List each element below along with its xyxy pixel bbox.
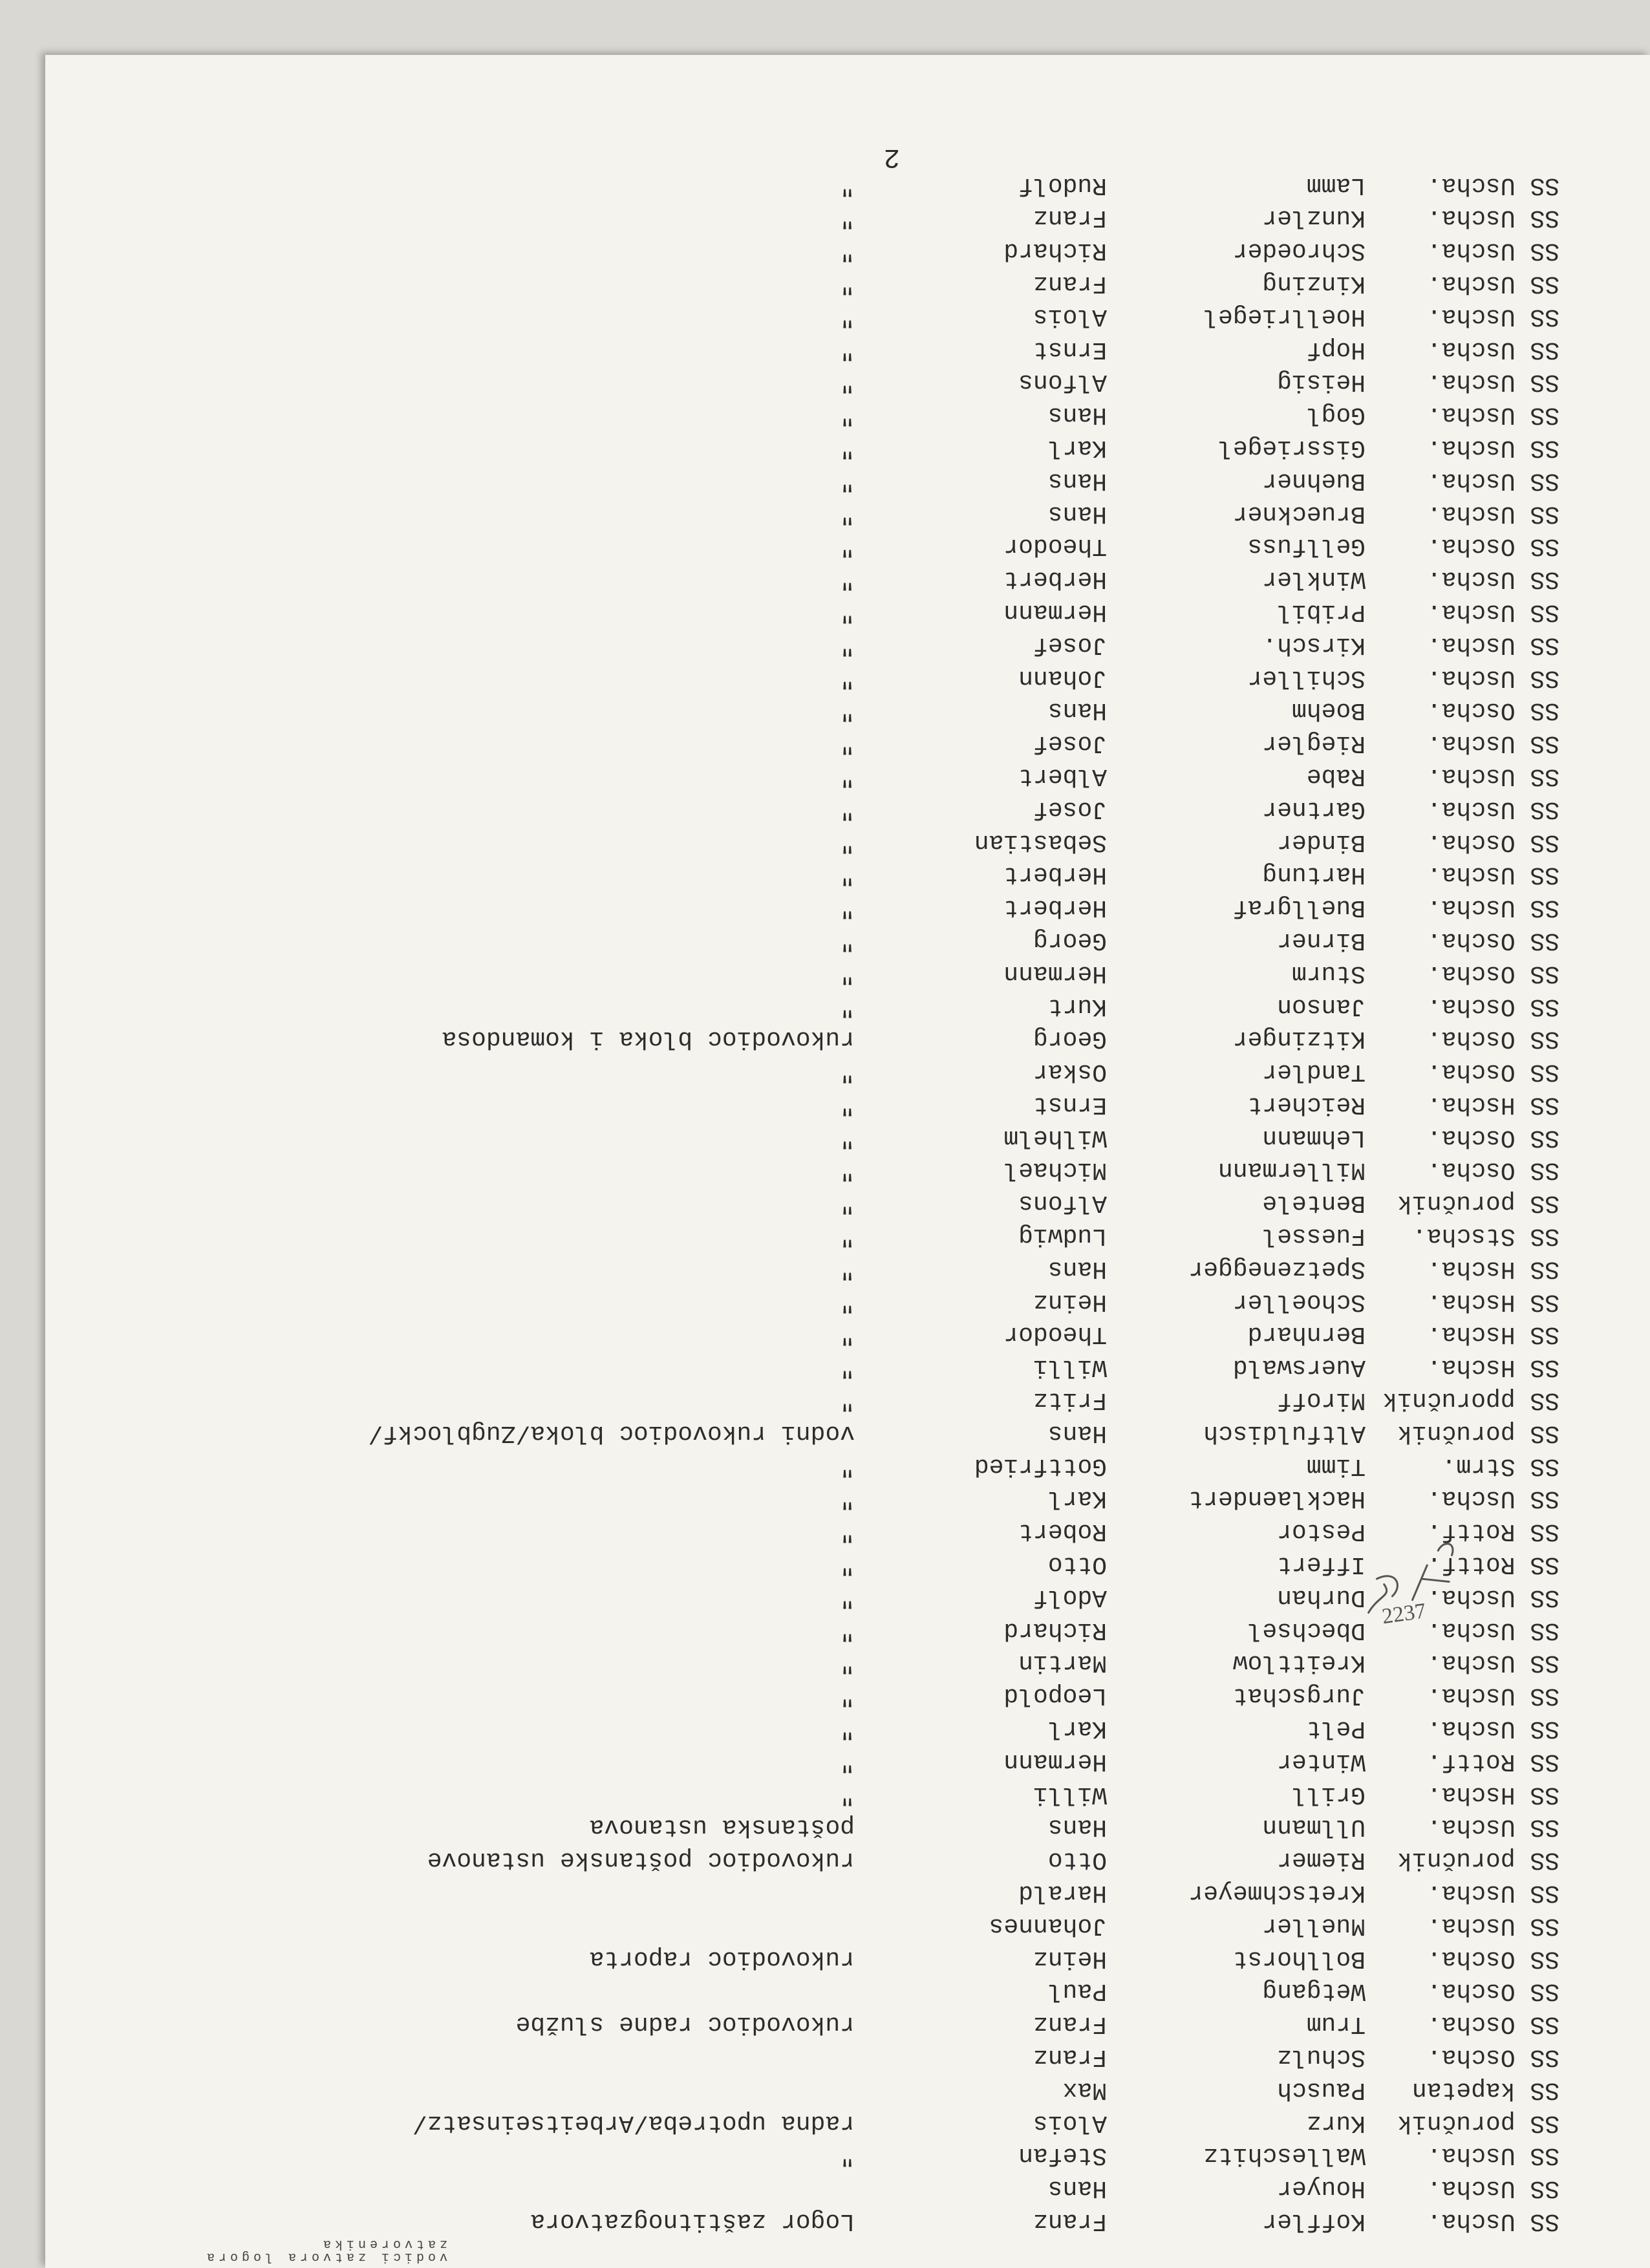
surname-cell: Rabe (1306, 762, 1366, 790)
rank-cell: SS Oscha. (1426, 1977, 1559, 2006)
surname-cell: Heisig (1277, 368, 1366, 396)
rank-cell: SS Uscha. (1426, 1715, 1559, 1743)
role-cell: radna upotreba/Arbeitseinsatz/ (412, 2108, 855, 2137)
rank-cell: SS Hscha. (1426, 1320, 1559, 1349)
document-page (45, 55, 1650, 2268)
given-name-cell: Alfons (1018, 1189, 1107, 1217)
ditto-mark: " (840, 762, 855, 790)
rank-cell: SS Oscha. (1426, 1025, 1559, 1053)
ditto-mark: " (840, 1649, 855, 1677)
rank-cell: SS Hscha. (1426, 1780, 1559, 1808)
given-name-cell: Georg (1033, 1025, 1107, 1053)
surname-cell: Auerswald (1232, 1353, 1366, 1382)
surname-cell: Gartner (1262, 795, 1366, 823)
ditto-mark: " (840, 1254, 855, 1283)
given-name-cell: Heinz (1033, 1287, 1107, 1316)
rank-cell: SS Oscha. (1426, 959, 1559, 987)
rank-cell: SS Uscha. (1426, 368, 1559, 396)
rank-cell: SS Uscha. (1426, 893, 1559, 922)
rank-cell: SS Uscha. (1426, 2174, 1559, 2203)
rank-cell: SS poručnik (1397, 1418, 1559, 1447)
ditto-mark: " (840, 1715, 855, 1743)
given-name-cell: Willi (1033, 1780, 1107, 1808)
ditto-mark: " (840, 1287, 855, 1316)
given-name-cell: Michael (1003, 1156, 1107, 1184)
rank-cell: SS Oscha. (1426, 696, 1559, 725)
ditto-mark: " (840, 1320, 855, 1349)
role-cell: Logor zaštitnogzatvora (530, 2207, 855, 2235)
rank-cell: SS Uscha. (1426, 795, 1559, 823)
surname-cell: Schoeller (1232, 1287, 1366, 1316)
rank-cell: SS Uscha. (1426, 269, 1559, 297)
ditto-mark: " (840, 204, 855, 232)
given-name-cell: Karl (1047, 433, 1107, 462)
surname-cell: Buellgraf (1232, 893, 1366, 922)
ditto-mark: " (840, 1550, 855, 1579)
rank-cell: SS Uscha. (1426, 1649, 1559, 1677)
ditto-mark: " (840, 302, 855, 330)
rank-cell: SS Uscha. (1426, 401, 1559, 429)
ditto-mark: " (840, 532, 855, 561)
rank-cell: SS Uscha. (1426, 565, 1559, 594)
given-name-cell: Alfons (1018, 368, 1107, 396)
role-cell: rukovodioc bloka i komandosa (442, 1025, 855, 1053)
rank-cell: SS Uscha. (1426, 335, 1559, 363)
rank-cell: SS Uscha. (1426, 499, 1559, 528)
role-cell: rukovodioc radne službe (515, 2010, 855, 2038)
given-name-cell: Willi (1033, 1353, 1107, 1382)
surname-cell: Buehner (1262, 466, 1366, 495)
rank-cell: SS Uscha. (1426, 663, 1559, 692)
given-name-cell: Oskar (1033, 1058, 1107, 1086)
ditto-mark: " (840, 1386, 855, 1415)
ditto-mark: " (840, 696, 855, 725)
surname-cell: Lehmann (1262, 1123, 1366, 1151)
rank-cell: SS Uscha. (1426, 237, 1559, 265)
rank-cell: SS Oscha. (1426, 2043, 1559, 2071)
given-name-cell: Heinz (1033, 1944, 1107, 1973)
given-name-cell: Hans (1047, 1418, 1107, 1447)
rank-cell: SS poručnik (1397, 2108, 1559, 2137)
ditto-mark: " (840, 565, 855, 594)
handwritten-annotation-mark (1345, 1521, 1473, 1634)
surname-cell: Hoellriegel (1203, 302, 1366, 330)
rank-cell: SS Uscha. (1426, 302, 1559, 330)
given-name-cell: Harald (1018, 1879, 1107, 1907)
rank-cell: SS Uscha. (1426, 1911, 1559, 1940)
surname-cell: Trum (1306, 2010, 1366, 2038)
ditto-mark: " (840, 1517, 855, 1546)
rank-cell: SS Hscha. (1426, 1287, 1559, 1316)
rank-cell: SS Oscha. (1426, 1944, 1559, 1973)
surname-cell: Jurgschat (1232, 1682, 1366, 1710)
surname-cell: Bernhard (1247, 1320, 1366, 1349)
given-name-cell: Richard (1003, 1616, 1107, 1644)
ditto-mark: " (840, 1747, 855, 1775)
surname-cell: Kirsch. (1262, 630, 1366, 659)
surname-cell: Kitzinger (1232, 1025, 1366, 1053)
given-name-cell: Richard (1003, 237, 1107, 265)
given-name-cell: Theodor (1003, 532, 1107, 561)
given-name-cell: Herbert (1003, 565, 1107, 594)
rank-cell: SS Uscha. (1426, 861, 1559, 889)
rank-cell: SS Uscha. (1426, 2207, 1559, 2235)
ditto-mark: " (840, 1222, 855, 1250)
given-name-cell: Karl (1047, 1715, 1107, 1743)
rank-cell: SS Uscha. (1426, 1616, 1559, 1644)
given-name-cell: Franz (1033, 269, 1107, 297)
given-name-cell: Adolf (1033, 1583, 1107, 1611)
given-name-cell: Albert (1018, 762, 1107, 790)
ditto-mark: " (840, 2141, 855, 2170)
rank-cell: SS pporučnik (1382, 1386, 1559, 1415)
surname-cell: Dbechsel (1247, 1616, 1366, 1644)
ditto-mark: " (840, 466, 855, 495)
surname-cell: Janson (1277, 992, 1366, 1020)
rank-cell: SS Uscha. (1426, 762, 1559, 790)
given-name-cell: Hans (1047, 401, 1107, 429)
surname-cell: Hopf (1306, 335, 1366, 363)
surname-cell: Pribil (1277, 597, 1366, 626)
given-name-cell: Franz (1033, 2207, 1107, 2235)
rank-cell: SS Oscha. (1426, 1156, 1559, 1184)
ditto-mark: " (840, 729, 855, 758)
ditto-mark: " (840, 1058, 855, 1086)
surname-cell: Kunzler (1262, 204, 1366, 232)
ditto-mark: " (840, 499, 855, 528)
rank-cell: SS Oscha. (1426, 2010, 1559, 2038)
surname-cell: Durhan (1277, 1583, 1366, 1611)
ditto-mark: " (840, 992, 855, 1020)
surname-cell: Hacklaendert (1188, 1484, 1366, 1513)
ditto-mark: " (840, 926, 855, 954)
surname-cell: Riemer (1277, 1846, 1366, 1874)
ditto-mark: " (840, 893, 855, 922)
given-name-cell: Max (1062, 2075, 1107, 2104)
rank-cell: SS Hscha. (1426, 1353, 1559, 1382)
given-name-cell: Otto (1047, 1550, 1107, 1579)
surname-cell: Pausch (1277, 2075, 1366, 2104)
given-name-cell: Martin (1018, 1649, 1107, 1677)
rank-cell: SS Oscha. (1426, 1123, 1559, 1151)
surname-cell: Gellfuss (1247, 532, 1366, 561)
rank-cell: SS Stscha. (1411, 1222, 1559, 1250)
rotated-document-content (45, 55, 1650, 2268)
rank-cell: SS Uscha. (1426, 1879, 1559, 1907)
surname-cell: Timm (1306, 1451, 1366, 1480)
rank-cell: SS Uscha. (1426, 1484, 1559, 1513)
ditto-mark: " (840, 1090, 855, 1118)
given-name-cell: Paul (1047, 1977, 1107, 2006)
given-name-cell: Josef (1033, 630, 1107, 659)
given-name-cell: Hermann (1003, 959, 1107, 987)
given-name-cell: Franz (1033, 204, 1107, 232)
ditto-mark: " (840, 401, 855, 429)
ditto-mark: " (840, 861, 855, 889)
given-name-cell: Hans (1047, 696, 1107, 725)
ditto-mark: " (840, 1189, 855, 1217)
ditto-mark: " (840, 630, 855, 659)
surname-cell: Bentele (1262, 1189, 1366, 1217)
surname-cell: Pelt (1306, 1715, 1366, 1743)
surname-cell: Altfuldisch (1203, 1418, 1366, 1447)
surname-cell: Reichert (1247, 1090, 1366, 1118)
rank-cell: SS Uscha. (1426, 2141, 1559, 2170)
surname-cell: Sturm (1291, 959, 1366, 987)
surname-cell: Hartung (1262, 861, 1366, 889)
surname-cell: Ullmann (1262, 1813, 1366, 1841)
rank-cell: SS kapetan (1411, 2075, 1559, 2104)
ditto-mark: " (840, 959, 855, 987)
role-cell: vodni rukovodioc bloka/Zugblockf/ (368, 1418, 855, 1447)
given-name-cell: Josef (1033, 795, 1107, 823)
given-name-cell: Franz (1033, 2010, 1107, 2038)
role-cell: rukovodioc poštanske ustanove (427, 1846, 855, 1874)
surname-cell: Tandler (1262, 1058, 1366, 1086)
ditto-mark: " (840, 663, 855, 692)
surname-cell: Kreittlow (1232, 1649, 1366, 1677)
ditto-mark: " (840, 795, 855, 823)
surname-cell: Riegler (1262, 729, 1366, 758)
given-name-cell: Otto (1047, 1846, 1107, 1874)
given-name-cell: Hans (1047, 499, 1107, 528)
given-name-cell: Hans (1047, 2174, 1107, 2203)
given-name-cell: Ernst (1033, 335, 1107, 363)
rank-cell: SS Uscha. (1426, 433, 1559, 462)
rank-cell: SS Rottf. (1426, 1517, 1559, 1546)
ditto-mark: " (840, 1682, 855, 1710)
rank-cell: SS Uscha. (1426, 171, 1559, 199)
handwritten-annotation-text: 2237 (1380, 1599, 1428, 1629)
surname-cell: Gogl (1306, 401, 1366, 429)
given-name-cell: Ludwig (1018, 1222, 1107, 1250)
given-name-cell: Alois (1033, 302, 1107, 330)
given-name-cell: Kurt (1047, 992, 1107, 1020)
ditto-mark: " (840, 1156, 855, 1184)
rank-cell: SS Uscha. (1426, 630, 1559, 659)
rank-cell: SS Rottf. (1426, 1550, 1559, 1579)
rank-cell: SS Uscha. (1426, 729, 1559, 758)
rank-cell: SS Oscha. (1426, 532, 1559, 561)
given-name-cell: Hans (1047, 466, 1107, 495)
surname-cell: Kretschmeyer (1188, 1879, 1366, 1907)
ditto-mark: " (840, 171, 855, 199)
ditto-mark: " (840, 269, 855, 297)
surname-cell: Iffert (1277, 1550, 1366, 1579)
ditto-mark: " (840, 335, 855, 363)
given-name-cell: Fritz (1033, 1386, 1107, 1415)
surname-cell: Houyer (1277, 2174, 1366, 2203)
surname-cell: Kinzing (1262, 269, 1366, 297)
given-name-cell: Hermann (1003, 597, 1107, 626)
given-name-cell: Herbert (1003, 893, 1107, 922)
surname-cell: Mueller (1262, 1911, 1366, 1940)
surname-cell: Schiller (1247, 663, 1366, 692)
surname-cell: Gissriegel (1217, 433, 1366, 462)
surname-cell: Pestor (1277, 1517, 1366, 1546)
ditto-mark: " (840, 597, 855, 626)
rank-cell: SS Oscha. (1426, 992, 1559, 1020)
given-name-cell: Leopold (1003, 1682, 1107, 1710)
ditto-mark: " (840, 368, 855, 396)
rank-cell: SS Uscha. (1426, 1813, 1559, 1841)
ditto-mark: " (840, 1780, 855, 1808)
rank-cell: SS Hscha. (1426, 1254, 1559, 1283)
rank-cell: SS Uscha. (1426, 1583, 1559, 1611)
given-name-cell: Johannes (989, 1911, 1107, 1940)
ditto-mark: " (840, 1451, 855, 1480)
rank-cell: SS Oscha. (1426, 926, 1559, 954)
given-name-cell: Ernst (1033, 1090, 1107, 1118)
surname-cell: Fuessel (1262, 1222, 1366, 1250)
surname-cell: Bollhorst (1232, 1944, 1366, 1973)
given-name-cell: Theodor (1003, 1320, 1107, 1349)
rank-cell: SS Strm. (1441, 1451, 1559, 1480)
ditto-mark: " (840, 433, 855, 462)
rank-cell: SS Rottf. (1426, 1747, 1559, 1775)
surname-cell: Spetzenegger (1188, 1254, 1366, 1283)
given-name-cell: Josef (1033, 729, 1107, 758)
given-name-cell: Hans (1047, 1254, 1107, 1283)
rank-cell: SS Oscha. (1426, 1058, 1559, 1086)
ditto-mark: " (840, 1616, 855, 1644)
rank-cell: SS Uscha. (1426, 597, 1559, 626)
surname-cell: Koffler (1262, 2207, 1366, 2235)
surname-cell: Kurz (1306, 2108, 1366, 2137)
rank-cell: SS Oscha. (1426, 828, 1559, 856)
given-name-cell: Robert (1018, 1517, 1107, 1546)
surname-cell: Millermann (1217, 1156, 1366, 1184)
role-cell: poštanska ustanova (589, 1813, 855, 1841)
surname-cell: Winkler (1262, 565, 1366, 594)
surname-cell: Brueckner (1232, 499, 1366, 528)
given-name-cell: Rudolf (1018, 171, 1107, 199)
given-name-cell: Gottfried (974, 1451, 1107, 1480)
surname-cell: Grill (1291, 1780, 1366, 1808)
given-name-cell: Karl (1047, 1484, 1107, 1513)
surname-cell: Boehm (1291, 696, 1366, 725)
surname-cell: Miroff (1277, 1386, 1366, 1415)
given-name-cell: Herbert (1003, 861, 1107, 889)
surname-cell: Wetgang (1262, 1977, 1366, 2006)
surname-cell: Binder (1277, 828, 1366, 856)
given-name-cell: Sebastian (974, 828, 1107, 856)
surname-cell: Winter (1277, 1747, 1366, 1775)
given-name-cell: Hermann (1003, 1747, 1107, 1775)
rank-cell: SS Uscha. (1426, 204, 1559, 232)
ditto-mark: " (840, 1353, 855, 1382)
rank-cell: SS poručnik (1397, 1846, 1559, 1874)
surname-cell: Schroeder (1232, 237, 1366, 265)
given-name-cell: Johann (1018, 663, 1107, 692)
given-name-cell: Franz (1033, 2043, 1107, 2071)
ditto-mark: " (840, 237, 855, 265)
ditto-mark: " (840, 1484, 855, 1513)
given-name-cell: Wilhelm (1003, 1123, 1107, 1151)
ditto-mark: " (840, 1123, 855, 1151)
surname-cell: Walleschitz (1203, 2141, 1366, 2170)
page-number: 2 (883, 142, 900, 173)
role-cell: rukovodioc raporta (589, 1944, 855, 1973)
rank-cell: SS Uscha. (1426, 466, 1559, 495)
handwritten-annotation (1345, 1521, 1474, 1637)
given-name-cell: Georg (1033, 926, 1107, 954)
surname-cell: Schulz (1277, 2043, 1366, 2071)
ditto-mark: " (840, 1583, 855, 1611)
given-name-cell: Alois (1033, 2108, 1107, 2137)
given-name-cell: Stefan (1018, 2141, 1107, 2170)
cut-off-header-line: vodici zatvora logora zatvorenika (202, 2236, 447, 2264)
rank-cell: SS Uscha. (1426, 1682, 1559, 1710)
surname-cell: Lamm (1306, 171, 1366, 199)
surname-cell: Birner (1277, 926, 1366, 954)
given-name-cell: Hans (1047, 1813, 1107, 1841)
ditto-mark: " (840, 828, 855, 856)
rank-cell: SS Hscha. (1426, 1090, 1559, 1118)
rank-cell: SS poručnik (1397, 1189, 1559, 1217)
